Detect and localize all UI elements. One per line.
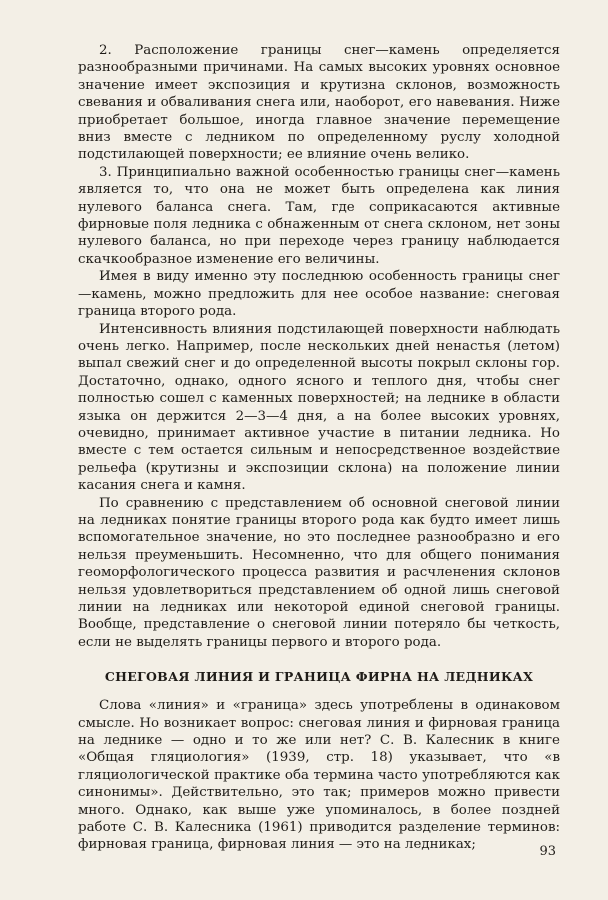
- paragraph-point-2: 2. Расположение границы снег—камень определяется разнообразными причинами. На самых высоких уровнях основное значение имеет экспозиция и крутизна склонов, возможность свевания и обваливания снега или, наоборот, его навевания. Ниже приобретает большое, иногда главное значение перемещение вниз вместе с ледником по определенному руслу холодной подстилающей поверхности; ее влияние очень велико.: [78, 43, 560, 163]
- page-number: 93: [539, 844, 556, 859]
- paragraph-terms: Слова «линия» и «граница» здесь употреблены в одинаковом смысле. Но возникает вопрос: снеговая линия и фирновая граница на леднике — одно и то же или нет? С. В. Калесник в книге «Общая гляциология» (1939, стр. 18) указывает, что «в гляциологической практике оба термина часто употребляются как синонимы». Действительно, это так; примеров можно привести много. Однако, как выше уже упоминалось, в более поздней работе С. В. Калесника (1961) приводится разделение терминов: фирновая граница, фирновая линия — это на ледниках;: [78, 698, 560, 853]
- section-heading: СНЕГОВАЯ ЛИНИЯ И ГРАНИЦА ФИРНА НА ЛЕДНИКАХ: [104, 669, 534, 685]
- paragraph-comparison: По сравнению с представлением об основной снеговой линии на ледниках понятие границы второго рода как будто имеет лишь вспомогательное значение, но это последнее разнообразно и его нельзя преуменьшить. Несомненно, что для общего понимания геоморфологического процесса развития и расчленения склонов нельзя удовлетвориться представлением об одной лишь снеговой линии на ледниках или некоторой единой снеговой границы. Вообще, представление о снеговой линии потеряло бы четкость, если не выделять границы первого и второго рода.: [78, 495, 560, 650]
- paragraph-surface-influence: Интенсивность влияния подстилающей поверхности наблюдать очень легко. Например, после нескольких дней ненастья (летом) выпал свежий снег и до определенной высоты покрыл склоны гор. Достаточно, однако, одного ясного и теплого дня, чтобы снег полностью сошел с каменных поверхностей; на леднике в области языка он держится 2—3—4 дня, а на более высоких уровнях, очевидно, принимает активное участие в питании ледника. Но вместе с тем остается сильным и непосредственное воздействие рельефа (крутизны и экспозиции склона) на положение линии касания снега и камня.: [78, 321, 560, 494]
- paragraph-point-3: 3. Принципиально важной особенностью границы снег—камень является то, что она не может быть определена как линия нулевого баланса снега. Там, где соприкасаются активные фирновые поля ледника с обнаженным от снега склоном, нет зоны нулевого баланса, но при переходе через границу наблюдается скачкообразное изменение его величины.: [78, 164, 560, 267]
- paragraph-second-order-boundary: Имея в виду именно эту последнюю особенность границы снег—камень, можно предложить для нее особое название: снеговая граница второго рода.: [78, 269, 560, 320]
